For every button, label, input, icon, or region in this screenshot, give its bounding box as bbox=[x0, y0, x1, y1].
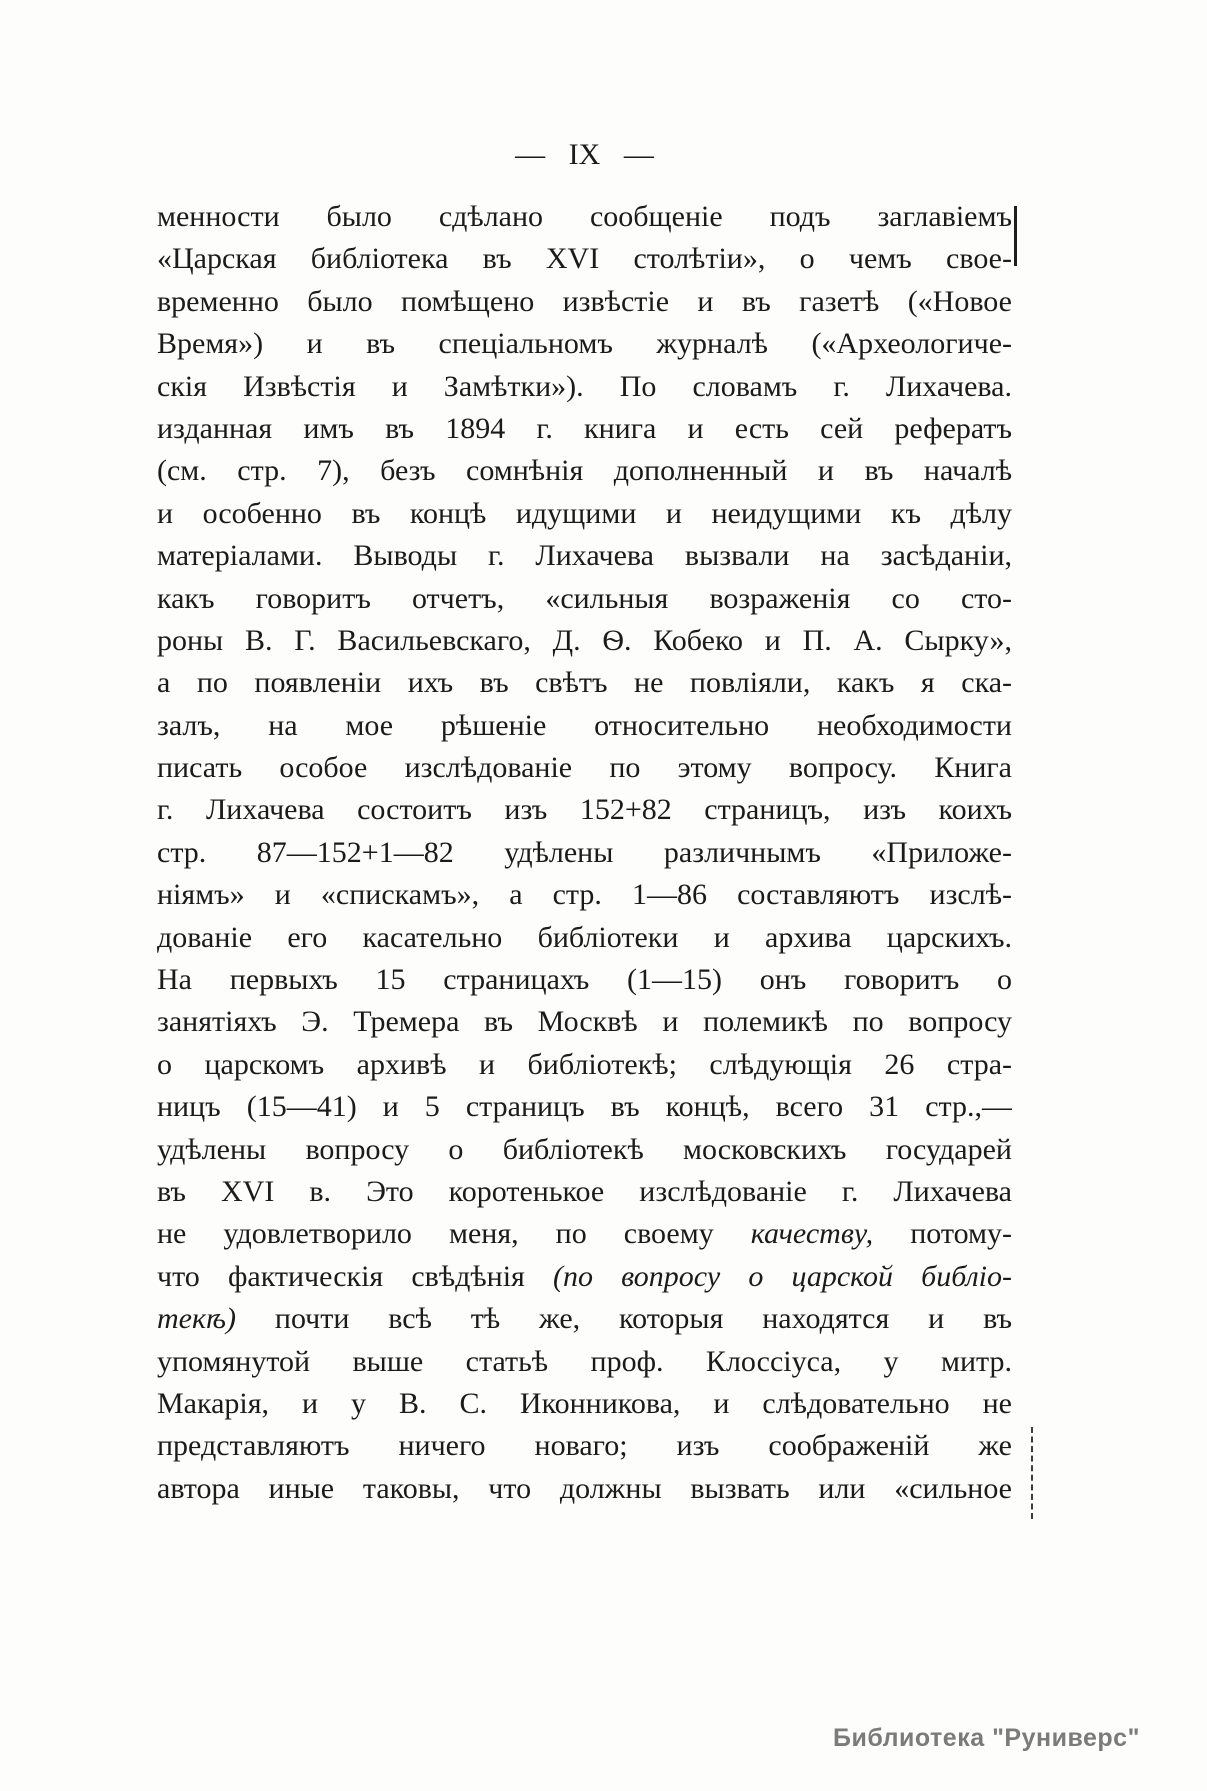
text-line bbox=[157, 705, 1012, 747]
text-segment: менности было сдѣлано сообщеніе подъ заглавіемъ bbox=[157, 200, 1012, 233]
text-line bbox=[157, 789, 1012, 831]
text-line bbox=[157, 1341, 1012, 1383]
text-line bbox=[157, 281, 1012, 323]
scan-artifact-stroke bbox=[1014, 206, 1017, 266]
text-segment: автора иные таковы, что должны вызвать или «сильное bbox=[157, 1471, 1012, 1505]
text-segment: упомянутой выше статьѣ проф. Клоссіуса, у митр. bbox=[157, 1344, 1012, 1378]
text-segment: писать особое изслѣдованіе по этому вопросу. Книга bbox=[157, 751, 1012, 785]
text-segment: На первыхъ 15 страницахъ (1—15) онъ говоритъ о bbox=[157, 963, 1012, 997]
text-line bbox=[157, 450, 1012, 492]
text-segment: потому- bbox=[873, 1217, 1012, 1251]
text-segment: занятіяхъ Э. Тремера въ Москвѣ и полемикѣ по вопросу bbox=[157, 1005, 1012, 1039]
text-line bbox=[157, 366, 1012, 408]
text-line bbox=[157, 1001, 1012, 1043]
page-number-header: — IX — bbox=[515, 138, 654, 171]
text-segment: представляютъ ничего новаго; изъ соображеній же bbox=[157, 1429, 1012, 1463]
text-line bbox=[157, 917, 1012, 959]
text-segment: изданная имъ въ 1894 г. книга и есть сей рефератъ bbox=[157, 411, 1012, 445]
text-segment: удѣлены вопросу о библіотекѣ московскихъ государей bbox=[157, 1132, 1012, 1166]
text-line bbox=[157, 535, 1012, 577]
text-line bbox=[157, 1129, 1012, 1171]
text-line bbox=[157, 662, 1012, 704]
text-line bbox=[157, 1383, 1012, 1425]
watermark-library-label: Библиотека "Руниверс" bbox=[833, 1724, 1140, 1752]
text-line bbox=[157, 323, 1012, 365]
text-segment: какъ говоритъ отчетъ, «сильныя возраженія со сто- bbox=[157, 581, 1012, 615]
text-segment: ницъ (15—41) и 5 страницъ въ концѣ, всего 31 стр.,— bbox=[157, 1090, 1012, 1124]
text-segment: матеріалами. Выводы г. Лихачева вызвали на засѣданіи, bbox=[157, 539, 1012, 573]
text-line bbox=[157, 1468, 1012, 1510]
text-segment: временно было помѣщено извѣстіе и въ газетѣ («Новое bbox=[157, 284, 1012, 318]
text-segment: роны В. Г. Васильевскаго, Д. Ѳ. Кобеко и П. А. Сырку», bbox=[157, 623, 1012, 657]
text-line bbox=[157, 874, 1012, 916]
text-line bbox=[157, 408, 1012, 450]
text-line bbox=[157, 493, 1012, 535]
text-segment: скія Извѣстія и Замѣтки»). По словамъ г. Лихачева. bbox=[157, 369, 1012, 403]
body-text bbox=[157, 196, 1012, 1510]
text-segment: а по появленіи ихъ въ свѣтъ не повліяли, какъ я ска- bbox=[157, 666, 1012, 700]
text-segment: Время») и въ спеціальномъ журналѣ («Археологиче- bbox=[157, 327, 1012, 361]
scan-artifact-dashed-stroke bbox=[1031, 1427, 1033, 1519]
text-line bbox=[157, 1086, 1012, 1128]
text-line bbox=[157, 1425, 1012, 1467]
text-line bbox=[157, 196, 1012, 238]
text-line bbox=[157, 1171, 1012, 1213]
text-line bbox=[157, 747, 1012, 789]
text-line bbox=[157, 959, 1012, 1001]
text-segment: и особенно въ концѣ идущими и неидущими къ дѣлу bbox=[157, 496, 1012, 530]
text-segment: въ XVI в. Это коротенькое изслѣдованіе г. Лихачева bbox=[157, 1174, 1012, 1208]
text-segment: (см. стр. 7), безъ сомнѣнія дополненный и въ началѣ bbox=[157, 454, 1012, 488]
text-segment: почти всѣ тѣ же, которыя находятся и въ bbox=[236, 1302, 1012, 1336]
text-line bbox=[157, 1298, 1012, 1340]
text-segment: г. Лихачева состоитъ изъ 152+82 страницъ, изъ коихъ bbox=[157, 793, 1012, 827]
text-segment: дованіе его касательно библіотеки и архива царскихъ. bbox=[157, 920, 1012, 954]
text-line bbox=[157, 578, 1012, 620]
text-segment: не удовлетворило меня, по своему bbox=[157, 1217, 751, 1251]
text-segment: «Царская библіотека въ XVI столѣтіи», о чемъ свое- bbox=[157, 242, 1012, 276]
text-line bbox=[157, 832, 1012, 874]
text-segment-italic: (по вопросу о царской библіо- bbox=[553, 1259, 1012, 1293]
text-segment: Макарія, и у В. С. Иконникова, и слѣдовательно не bbox=[157, 1386, 1012, 1420]
text-line bbox=[157, 1044, 1012, 1086]
text-segment: о царскомъ архивѣ и библіотекѣ; слѣдующія 26 стра- bbox=[157, 1047, 1012, 1081]
text-segment: стр. 87—152+1—82 удѣлены различнымъ «Приложе- bbox=[157, 835, 1012, 869]
text-line bbox=[157, 1213, 1012, 1255]
text-line bbox=[157, 620, 1012, 662]
text-segment: залъ, на мое рѣшеніе относительно необходимости bbox=[157, 708, 1012, 742]
text-segment-italic: качеству, bbox=[750, 1217, 874, 1251]
text-line bbox=[157, 1256, 1012, 1298]
text-segment: ніямъ» и «спискамъ», а стр. 1—86 составляютъ изслѣ- bbox=[157, 878, 1012, 912]
text-line bbox=[157, 238, 1012, 280]
text-segment: что фактическія свѣдѣнія bbox=[157, 1259, 553, 1293]
text-segment-italic: текѣ) bbox=[157, 1302, 237, 1336]
